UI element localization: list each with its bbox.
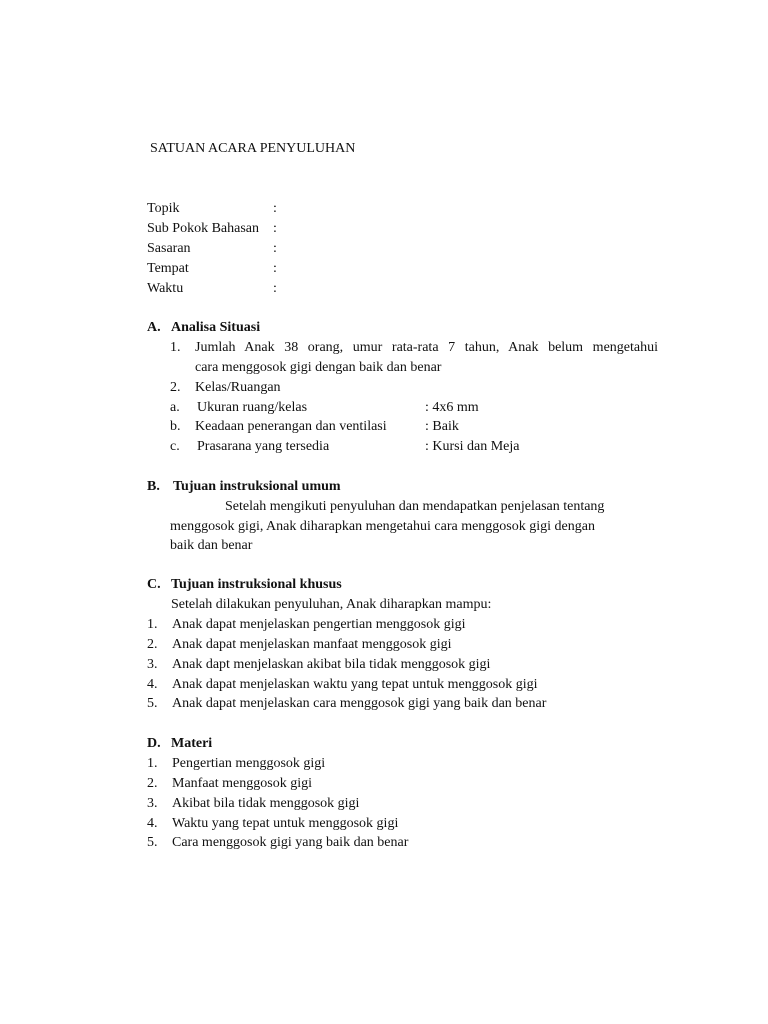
sub-label: Ukuran ruang/kelas (197, 400, 308, 415)
sub-label: Keadaan penerangan dan ventilasi (195, 419, 387, 434)
list-item-text: Anak dapat menjelaskan manfaat menggosok gigi (172, 637, 452, 652)
list-item-text: Anak dapat menjelaskan pengertian menggosok gigi (172, 617, 466, 632)
list-number: 1. (147, 617, 158, 632)
list-item-text: Cara menggosok gigi yang baik dan benar (172, 835, 409, 850)
section-c-intro: Setelah dilakukan penyuluhan, Anak diharapkan mampu: (171, 597, 492, 612)
sub-value: : 4x6 mm (425, 400, 479, 415)
list-item-text: Kelas/Ruangan (195, 380, 281, 395)
section-a-letter: A. (147, 320, 161, 335)
list-number: 1. (170, 340, 181, 355)
list-number: 4. (147, 816, 158, 831)
section-d-heading: Materi (171, 736, 213, 751)
paragraph-line: menggosok gigi, Anak diharapkan mengetahui cara menggosok gigi dengan (170, 519, 595, 534)
list-item-text: Akibat bila tidak menggosok gigi (172, 796, 360, 811)
list-item-text: Anak dapat menjelaskan waktu yang tepat untuk menggosok gigi (172, 677, 538, 692)
list-number: 5. (147, 696, 158, 711)
info-colon: : (273, 261, 277, 276)
info-label-topik: Topik (147, 201, 180, 216)
section-c-letter: C. (147, 577, 161, 592)
document-title: SATUAN ACARA PENYULUHAN (150, 141, 356, 156)
list-item-text: Anak dapt menjelaskan akibat bila tidak menggosok gigi (172, 657, 491, 672)
list-number: 4. (147, 677, 158, 692)
list-number: 2. (147, 637, 158, 652)
info-colon: : (273, 221, 277, 236)
info-label-sasaran: Sasaran (147, 241, 191, 256)
list-item-text: Jumlah Anak 38 orang, umur rata-rata 7 tahun, Anak belum mengetahui (195, 340, 658, 355)
info-label-waktu: Waktu (147, 281, 184, 296)
list-item-text: Pengertian menggosok gigi (172, 756, 326, 771)
list-number: 3. (147, 796, 158, 811)
list-item-text: Anak dapat menjelaskan cara menggosok gigi yang baik dan benar (172, 696, 547, 711)
sub-value: : Kursi dan Meja (425, 439, 520, 454)
list-number: 1. (147, 756, 158, 771)
section-b-letter: B. (147, 479, 160, 494)
sub-letter: b. (170, 419, 181, 434)
paragraph-line: baik dan benar (170, 538, 253, 553)
section-d-letter: D. (147, 736, 161, 751)
section-c-heading: Tujuan instruksional khusus (171, 577, 342, 592)
list-item-text: cara menggosok gigi dengan baik dan benar (195, 360, 442, 375)
sub-letter: a. (170, 400, 180, 415)
paragraph-line: Setelah mengikuti penyuluhan dan mendapatkan penjelasan tentang (225, 499, 605, 514)
sub-letter: c. (170, 439, 180, 454)
info-colon: : (273, 241, 277, 256)
list-number: 5. (147, 835, 158, 850)
list-item-text: Manfaat menggosok gigi (172, 776, 312, 791)
sub-label: Prasarana yang tersedia (197, 439, 330, 454)
section-b-heading: Tujuan instruksional umum (173, 479, 341, 494)
section-a-heading: Analisa Situasi (171, 320, 261, 335)
list-number: 3. (147, 657, 158, 672)
sub-value: : Baik (425, 419, 459, 434)
info-label-sub-pokok-bahasan: Sub Pokok Bahasan (147, 221, 259, 236)
list-number: 2. (170, 380, 181, 395)
info-colon: : (273, 201, 277, 216)
list-number: 2. (147, 776, 158, 791)
info-colon: : (273, 281, 277, 296)
info-label-tempat: Tempat (147, 261, 189, 276)
list-item-text: Waktu yang tepat untuk menggosok gigi (172, 816, 399, 831)
